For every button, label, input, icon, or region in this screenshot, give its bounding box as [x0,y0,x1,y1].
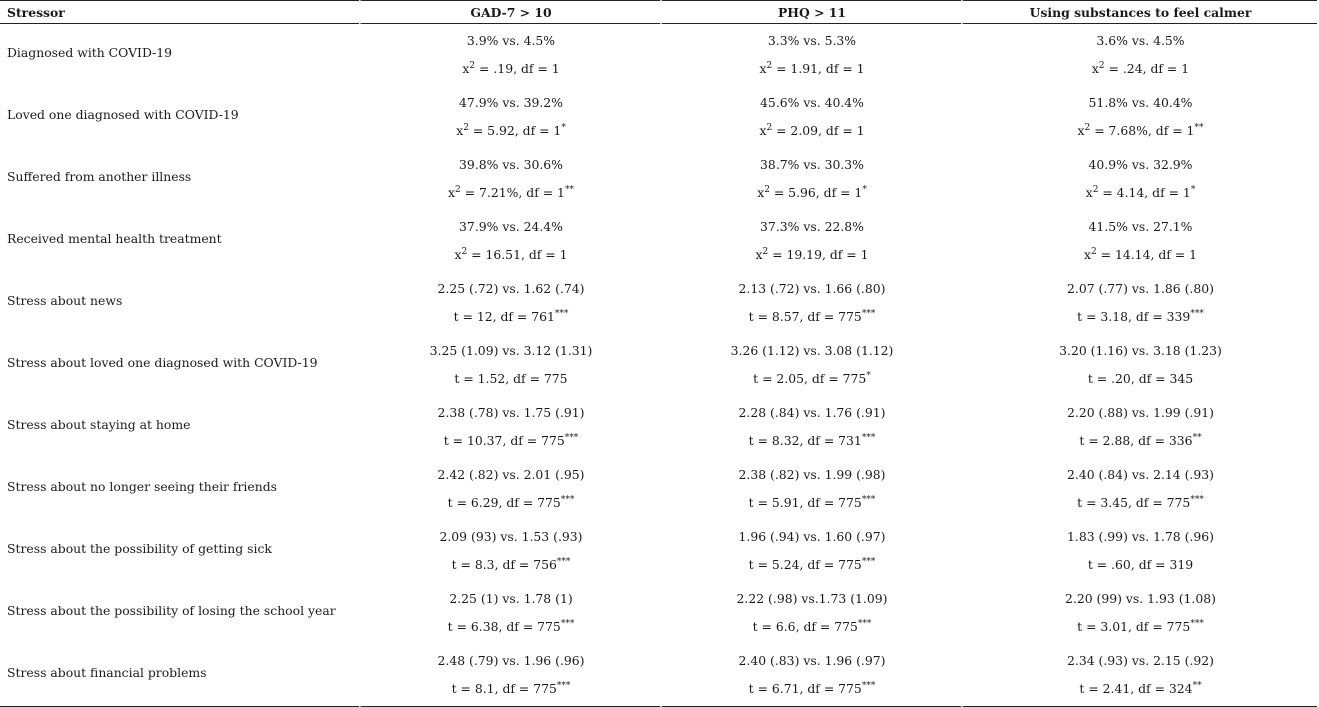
chi-square-exponent: 2 [766,122,773,133]
test-statistic [362,672,660,702]
statistic-text: t = 8.1, df = 775 [451,680,557,696]
cell-gad7 [359,520,660,582]
comparison-values: 2.20 (99) vs. 1.93 (1.08) [1065,590,1216,606]
table-row [0,334,1317,396]
statistic-detail: = 19.19, df = 1 [768,246,869,262]
table-row [0,86,1317,148]
significance-marker: *** [861,556,876,567]
statistic-text: t = 6.6, df = 775 [752,618,858,634]
cell-substances [961,148,1317,210]
chi-square-exponent: 2 [764,184,770,195]
chi-square-exponent: 2 [463,122,469,133]
cell-gad7 [359,644,660,707]
cell-gad7 [359,458,660,520]
stressor-name: Stress about the possibility of getting sick [7,540,272,556]
table-row [0,520,1317,582]
stressor-name: Stress about no longer seeing their friends [7,478,277,494]
stressor-name: Stress about news [7,292,123,308]
cell-substances [961,582,1317,644]
statistic-detail: = 14.14, df = 1 [1096,246,1197,262]
significance-marker: ** [1192,432,1202,443]
cell-phq [660,210,961,272]
cell-phq [660,582,961,644]
comparison-values: 37.9% vs. 24.4% [459,218,563,234]
test-statistic [964,176,1317,206]
statistic-detail: = 1.91, df = 1 [772,60,865,76]
comparison-values: 2.34 (.93) vs. 2.15 (.92) [1067,652,1214,668]
statistic-text: x [1083,246,1091,262]
statistic-text: t = 3.18, df = 339 [1077,308,1191,324]
cell-gad7 [359,24,660,86]
significance-marker: *** [861,494,876,505]
comparison-values: 3.6% vs. 4.5% [1096,32,1185,48]
header-phq: PHQ > 11 [660,0,961,24]
cell-phq [660,24,961,86]
test-statistic [663,176,961,206]
significance-marker: *** [861,308,876,319]
stressor-name: Stress about staying at home [7,416,191,432]
stressor-name: Stress about financial problems [0,644,359,707]
statistic-detail: = 5.92, df = 1 [468,122,562,138]
comparison-values: 3.25 (1.09) vs. 3.12 (1.31) [429,342,593,358]
chi-square-exponent: 2 [1092,184,1099,195]
statistic-text: t = 2.41, df = 324 [1079,680,1193,696]
comparison-values: 2.48 (.79) vs. 1.96 (.96) [437,652,585,668]
cell-substances [961,396,1317,458]
stressor-name: Stress about the possibility of losing the school year [7,602,336,618]
comparison-values: 41.5% vs. 27.1% [1088,218,1193,234]
table-row [0,458,1317,520]
test-statistic [663,238,961,268]
comparison-values: 2.07 (.77) vs. 1.86 (.80) [1067,280,1214,296]
statistic-detail: = 16.51, df = 1 [467,246,568,262]
statistic-text: x [1077,122,1085,138]
cell-gad7 [359,86,660,148]
significance-marker: *** [1190,308,1204,319]
significance-marker: *** [556,556,571,567]
comparison-values: 37.3% vs. 22.8% [760,218,864,234]
cell-gad7 [359,396,660,458]
statistic-text: t = 8.3, df = 756 [451,556,557,572]
test-statistic [663,610,961,640]
comparison-values: 3.3% vs. 5.3% [767,32,857,48]
comparison-values: 2.09 (93) vs. 1.53 (.93) [439,528,583,544]
comparison-values: 47.9% vs. 39.2% [459,94,563,110]
cell-phq [660,334,961,396]
test-statistic [663,672,961,702]
comparison-values: 39.8% vs. 30.6% [459,156,563,172]
statistic-text: t = .20, df = 345 [1087,370,1194,386]
stressor-name: Suffered from another illness [7,168,192,184]
chi-square-exponent: 2 [461,246,468,257]
test-statistic [362,238,660,268]
statistic-text: t = 12, df = 761 [453,308,555,324]
header-substances: Using substances to feel calmer [961,0,1317,24]
comparison-values: 1.96 (.94) vs. 1.60 (.97) [738,528,886,544]
test-statistic [663,114,961,144]
statistic-detail: = 5.96, df = 1 [769,184,863,200]
test-statistic [362,300,660,330]
cell-gad7 [359,272,660,334]
table-row [0,582,1317,644]
cell-substances [961,644,1317,707]
statistic-text: x [759,60,767,76]
cell-substances [961,458,1317,520]
comparison-values: 1.83 (.99) vs. 1.78 (.96) [1067,528,1214,544]
statistic-text: x [462,60,470,76]
statistic-text: t = .60, df = 319 [1087,556,1194,572]
test-statistic [362,486,660,516]
statistic-text: t = 6.38, df = 775 [447,618,561,634]
statistic-text: t = 5.24, df = 775 [748,556,862,572]
cell-substances [961,24,1317,86]
test-statistic [362,548,660,578]
test-statistic [362,114,660,144]
comparison-values: 3.9% vs. 4.5% [466,32,556,48]
significance-marker: *** [861,680,876,691]
test-statistic [964,114,1317,144]
stressor-name: Received mental health treatment [7,230,222,246]
chi-square-exponent: 2 [1090,246,1097,257]
test-statistic [964,610,1317,640]
stressor-name: Diagnosed with COVID-19 [7,44,173,60]
comparison-values: 2.28 (.84) vs. 1.76 (.91) [738,404,886,420]
header-stressor: Stressor [0,0,359,24]
test-statistic [964,238,1317,268]
cell-phq [660,86,961,148]
test-statistic [362,424,660,454]
test-statistic [663,486,961,516]
table-header-row [0,0,1317,24]
statistic-text: t = 8.57, df = 775 [748,308,862,324]
comparison-values: 2.25 (.72) vs. 1.62 (.74) [437,280,585,296]
statistic-text: t = 10.37, df = 775 [443,432,565,448]
cell-substances [961,86,1317,148]
test-statistic [964,486,1317,516]
statistic-detail: = 2.09, df = 1 [772,122,865,138]
statistic-text: t = 5.91, df = 775 [748,494,862,510]
significance-marker: *** [857,618,872,629]
chi-square-exponent: 2 [762,246,769,257]
comparison-values: 51.8% vs. 40.4% [1088,94,1193,110]
comparison-values: 2.38 (.82) vs. 1.99 (.98) [738,466,886,482]
test-statistic [964,548,1317,578]
chi-square-exponent: 2 [455,184,461,195]
comparison-values: 2.22 (.98) vs.1.73 (1.09) [736,590,888,606]
comparison-values: 2.42 (.82) vs. 2.01 (.95) [437,466,585,482]
comparison-values: 2.25 (1) vs. 1.78 (1) [449,590,573,606]
significance-marker: * [1190,184,1196,195]
cell-gad7 [359,148,660,210]
significance-marker: *** [564,432,579,443]
cell-phq [660,148,961,210]
test-statistic [663,362,961,392]
statistic-text: x [759,122,767,138]
statistic-text: t = 6.29, df = 775 [447,494,561,510]
cell-gad7 [359,582,660,644]
test-statistic [362,52,660,82]
stressor-name: Stress about loved one diagnosed with COVID-19 [7,354,318,370]
statistic-detail: = 4.14, df = 1 [1098,184,1191,200]
comparison-values: 2.13 (.72) vs. 1.66 (.80) [738,280,886,296]
cell-phq [660,272,961,334]
significance-marker: * [862,184,867,195]
cell-substances [961,334,1317,396]
header-gad7: GAD-7 > 10 [359,0,660,24]
comparison-values: 2.40 (.83) vs. 1.96 (.97) [738,652,886,668]
cell-substances [961,520,1317,582]
test-statistic [964,672,1317,702]
test-statistic [663,424,961,454]
comparison-values: 2.40 (.84) vs. 2.14 (.93) [1067,466,1214,482]
significance-marker: *** [1190,494,1204,505]
statistic-text: t = 8.32, df = 731 [748,432,862,448]
statistic-text: t = 3.45, df = 775 [1077,494,1191,510]
comparison-values: 45.6% vs. 40.4% [760,94,864,110]
significance-marker: ** [564,184,574,195]
cell-gad7 [359,210,660,272]
significance-marker: *** [861,432,876,443]
statistic-detail: = 7.21%, df = 1 [460,184,565,200]
test-statistic [964,52,1317,82]
statistic-text: x [456,122,464,138]
statistic-text: t = 3.01, df = 775 [1077,618,1191,634]
table-row [0,272,1317,334]
significance-marker: *** [556,680,571,691]
statistic-text: t = 6.71, df = 775 [748,680,862,696]
cell-substances [961,210,1317,272]
statistic-text: x [454,246,462,262]
statistic-text: x [755,246,763,262]
chi-square-exponent: 2 [766,60,773,71]
statistic-detail: = .24, df = 1 [1104,60,1190,76]
test-statistic [663,52,961,82]
statistic-text: x [757,184,765,200]
significance-marker: *** [560,494,575,505]
cell-phq [660,644,961,707]
significance-marker: ** [1192,680,1202,691]
comparison-values: 2.20 (.88) vs. 1.99 (.91) [1067,404,1214,420]
comparison-values: 38.7% vs. 30.3% [760,156,864,172]
table-row [0,24,1317,86]
test-statistic [362,610,660,640]
test-statistic [663,300,961,330]
test-statistic [964,362,1317,392]
chi-square-exponent: 2 [1098,60,1105,71]
comparison-values: 3.20 (1.16) vs. 3.18 (1.23) [1059,342,1222,358]
comparison-values: 2.38 (.78) vs. 1.75 (.91) [437,404,585,420]
cell-phq [660,396,961,458]
statistic-text: x [1085,184,1093,200]
statistic-detail: = 7.68%, df = 1 [1090,122,1195,138]
statistic-text: x [448,184,456,200]
test-statistic [964,300,1317,330]
test-statistic [964,424,1317,454]
significance-marker: *** [1190,618,1204,629]
statistic-text: t = 2.88, df = 336 [1079,432,1193,448]
cell-phq [660,458,961,520]
statistic-text: t = 2.05, df = 775 [753,370,867,386]
statistic-detail: = .19, df = 1 [475,60,560,76]
significance-marker: *** [560,618,575,629]
statistic-text: t = 1.52, df = 775 [454,370,568,386]
significance-marker: * [561,122,566,133]
test-statistic [362,362,660,392]
table-row [0,210,1317,272]
statistic-text: x [1091,60,1099,76]
cell-gad7 [359,334,660,396]
comparison-values: 40.9% vs. 32.9% [1088,156,1193,172]
table-row [0,148,1317,210]
table-row [0,396,1317,458]
cell-substances [961,272,1317,334]
test-statistic [362,176,660,206]
stressor-name: Loved one diagnosed with COVID-19 [7,106,239,122]
table-body [0,24,1317,707]
significance-marker: * [866,370,871,381]
test-statistic [663,548,961,578]
significance-marker: *** [554,308,569,319]
significance-marker: ** [1194,122,1204,133]
comparison-values: 3.26 (1.12) vs. 3.08 (1.12) [730,342,894,358]
chi-square-exponent: 2 [469,60,476,71]
table-row [0,644,1317,707]
chi-square-exponent: 2 [1084,122,1091,133]
cell-phq [660,520,961,582]
